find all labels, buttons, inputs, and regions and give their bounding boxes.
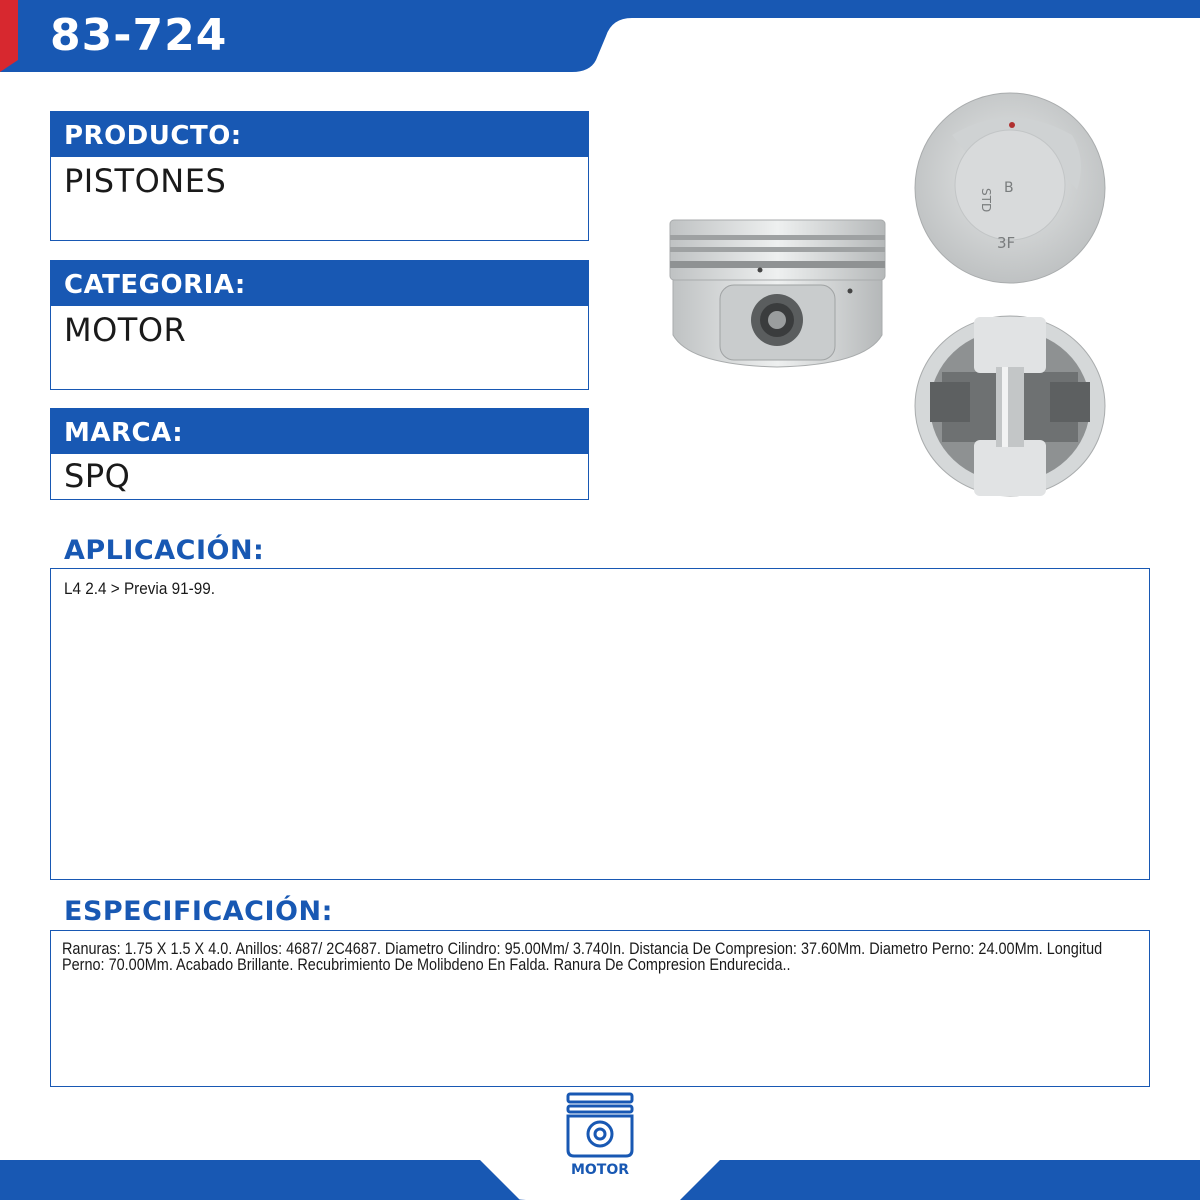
marca-label: MARCA: bbox=[51, 409, 588, 454]
especificacion-title: ESPECIFICACIÓN: bbox=[64, 896, 333, 927]
categoria-label: CATEGORIA: bbox=[51, 261, 588, 306]
categoria-box bbox=[50, 260, 589, 390]
piston-mark-b: B bbox=[1004, 180, 1014, 196]
piston-top-image bbox=[912, 90, 1108, 286]
marca-value: SPQ bbox=[64, 457, 131, 495]
especificacion-text: Ranuras: 1.75 X 1.5 X 4.0. Anillos: 4687/ 2C4687. Diametro Cilindro: 95.00Mm/ 3.740In. Distancia De Compresion: 37.60Mm. Diametro Perno: 24.00Mm. Longitud Perno: 70.00Mm. Acabado Brillante. Recubrimiento De Molibdeno En Falda. Ranura De Compresion Endurecida.. bbox=[62, 939, 1103, 974]
producto-value: PISTONES bbox=[64, 162, 227, 200]
categoria-value: MOTOR bbox=[64, 311, 187, 349]
footer-label: MOTOR bbox=[570, 1162, 630, 1178]
piston-bottom-image bbox=[912, 312, 1108, 498]
aplicacion-text: L4 2.4 > Previa 91-99. bbox=[64, 579, 215, 598]
especificacion-box bbox=[50, 930, 1150, 1087]
piston-icon bbox=[562, 1090, 638, 1160]
producto-box bbox=[50, 111, 589, 241]
producto-label: PRODUCTO: bbox=[51, 112, 588, 157]
marca-box bbox=[50, 408, 589, 500]
aplicacion-title: APLICACIÓN: bbox=[64, 535, 265, 566]
piston-side-image bbox=[665, 215, 890, 375]
part-number: 83-724 bbox=[50, 10, 228, 61]
aplicacion-box bbox=[50, 568, 1150, 880]
piston-mark-3f: 3F bbox=[997, 234, 1016, 252]
piston-mark-std: STD bbox=[979, 188, 993, 213]
